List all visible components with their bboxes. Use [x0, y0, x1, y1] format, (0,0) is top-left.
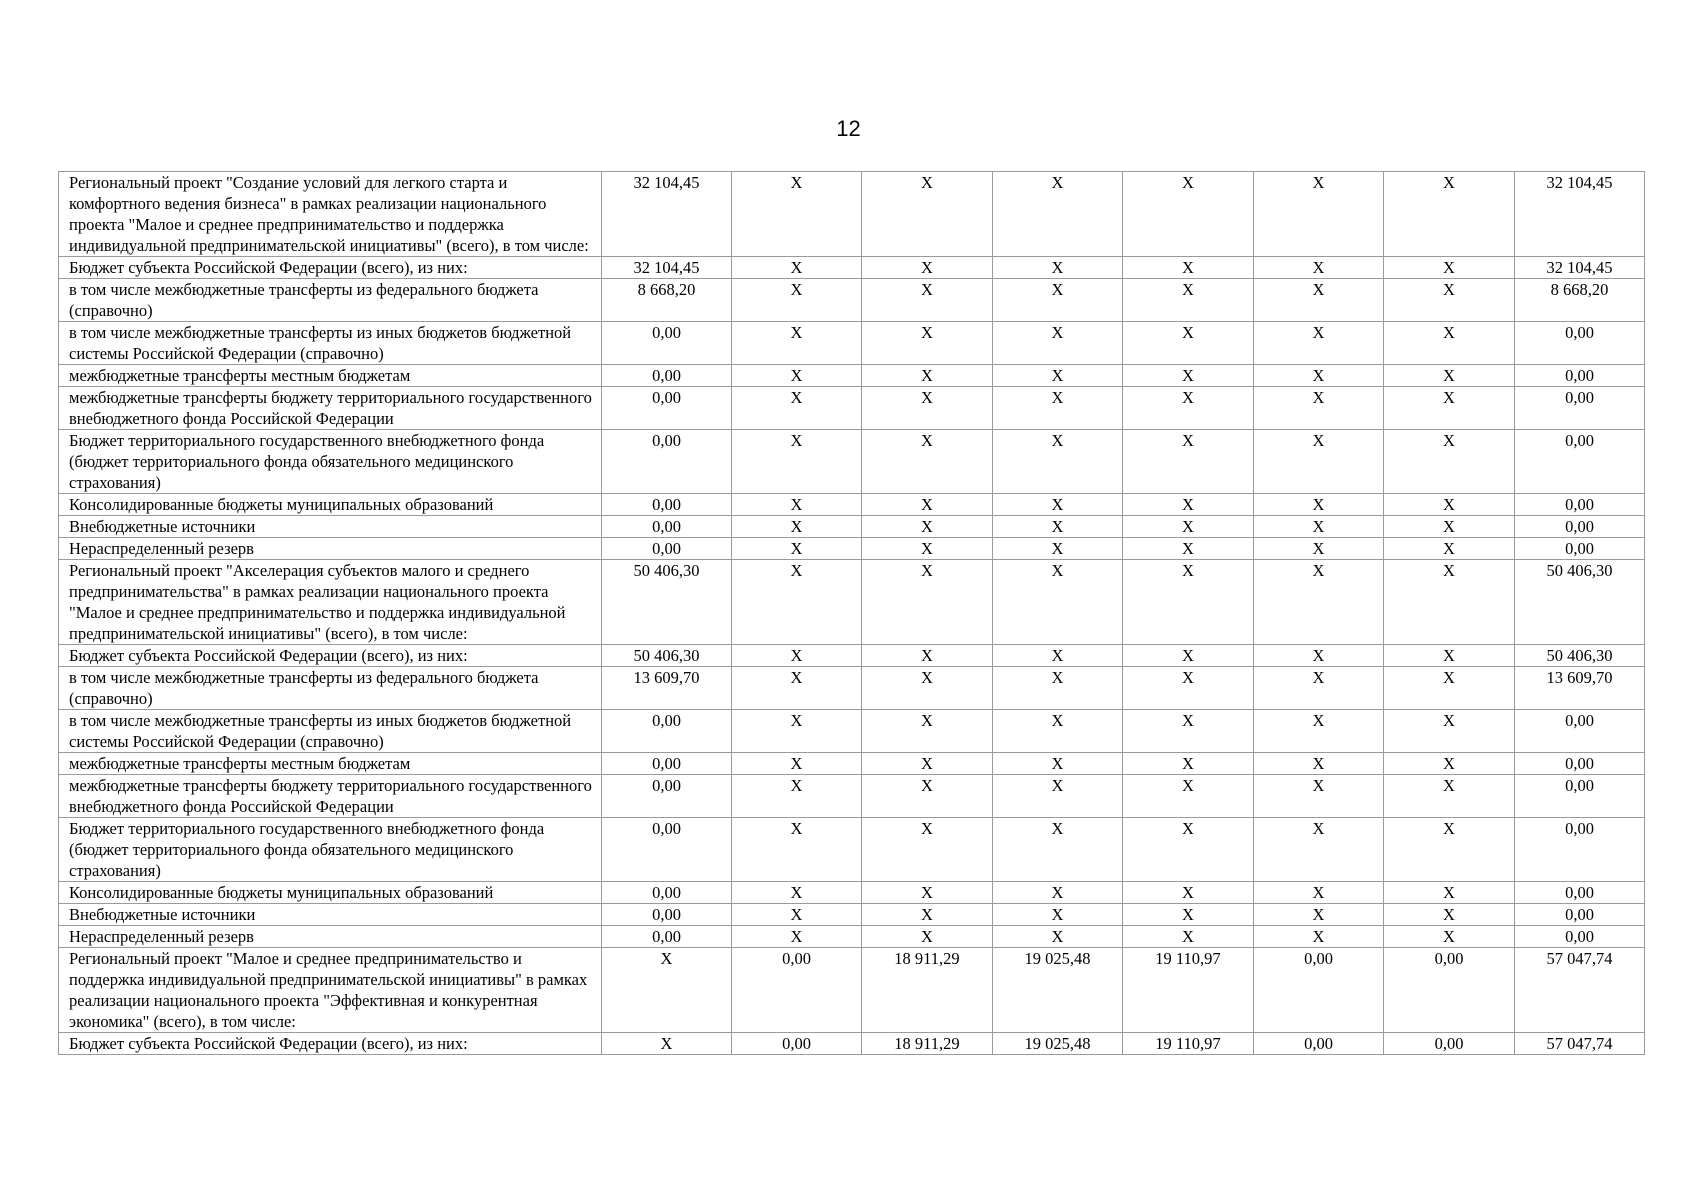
value-cell: X [732, 279, 862, 322]
value-cell: X [1123, 710, 1254, 753]
value-cell: X [1254, 926, 1384, 948]
value-cell: X [1384, 387, 1515, 430]
table-row [59, 322, 1645, 365]
value-cell: 0,00 [1515, 322, 1645, 365]
value-cell: X [1123, 818, 1254, 882]
value-cell: X [732, 172, 862, 257]
table-row [59, 387, 1645, 430]
value-cell: X [862, 667, 993, 710]
row-label: Региональный проект "Акселерация субъектов малого и среднего предпринимательства" в рамках реализации национального проекта "Малое и среднее предпринимательство и поддержка индивидуальной предпринимательской инициативы" (всего), в том числе: [59, 560, 602, 645]
value-cell: 0,00 [1515, 904, 1645, 926]
value-cell: X [1254, 516, 1384, 538]
value-cell: X [1384, 365, 1515, 387]
value-cell: 0,00 [1515, 710, 1645, 753]
value-cell: 0,00 [602, 904, 732, 926]
value-cell: X [1384, 279, 1515, 322]
value-cell: X [732, 818, 862, 882]
value-cell: X [862, 279, 993, 322]
value-cell: 0,00 [1515, 494, 1645, 516]
value-cell: X [993, 753, 1123, 775]
value-cell: X [1123, 387, 1254, 430]
value-cell: 0,00 [602, 753, 732, 775]
value-cell: X [1384, 645, 1515, 667]
value-cell: X [732, 257, 862, 279]
value-cell: 0,00 [602, 387, 732, 430]
row-label: Региональный проект "Создание условий для легкого старта и комфортного ведения бизнеса" в рамках реализации национального проекта "Малое и среднее предпринимательство и поддержка индивидуальной предпринимательской инициативы" (всего), в том числе: [59, 172, 602, 257]
value-cell: 0,00 [602, 538, 732, 560]
value-cell: X [1384, 257, 1515, 279]
value-cell: X [1384, 494, 1515, 516]
value-cell: X [862, 387, 993, 430]
value-cell: X [732, 667, 862, 710]
value-cell: 18 911,29 [862, 1033, 993, 1055]
value-cell: X [862, 904, 993, 926]
value-cell: 0,00 [1254, 1033, 1384, 1055]
value-cell: X [732, 365, 862, 387]
value-cell: X [1123, 645, 1254, 667]
row-label: в том числе межбюджетные трансферты из иных бюджетов бюджетной системы Российской Федерации (справочно) [59, 710, 602, 753]
row-label: межбюджетные трансферты местным бюджетам [59, 753, 602, 775]
value-cell: X [1384, 904, 1515, 926]
value-cell: 50 406,30 [1515, 560, 1645, 645]
value-cell: 19 110,97 [1123, 948, 1254, 1033]
value-cell: 0,00 [1515, 753, 1645, 775]
value-cell: X [732, 926, 862, 948]
value-cell: X [993, 710, 1123, 753]
page-number: 12 [836, 116, 861, 141]
value-cell: 0,00 [732, 948, 862, 1033]
value-cell: X [1254, 538, 1384, 560]
value-cell: X [1123, 667, 1254, 710]
value-cell: X [732, 322, 862, 365]
value-cell: X [1384, 710, 1515, 753]
value-cell: X [993, 645, 1123, 667]
row-label: в том числе межбюджетные трансферты из иных бюджетов бюджетной системы Российской Федерации (справочно) [59, 322, 602, 365]
value-cell: X [1384, 926, 1515, 948]
table-row [59, 538, 1645, 560]
value-cell: X [1254, 560, 1384, 645]
value-cell: X [1123, 172, 1254, 257]
value-cell: X [1254, 667, 1384, 710]
value-cell: X [993, 387, 1123, 430]
value-cell: X [1123, 430, 1254, 494]
row-label: в том числе межбюджетные трансферты из федерального бюджета (справочно) [59, 279, 602, 322]
value-cell: X [1384, 172, 1515, 257]
table-row [59, 710, 1645, 753]
value-cell: X [1123, 926, 1254, 948]
value-cell: X [862, 257, 993, 279]
value-cell: X [993, 516, 1123, 538]
value-cell: X [732, 538, 862, 560]
value-cell: 0,00 [1515, 516, 1645, 538]
value-cell: X [1123, 494, 1254, 516]
value-cell: 0,00 [732, 1033, 862, 1055]
value-cell: X [732, 516, 862, 538]
value-cell: X [1384, 818, 1515, 882]
row-label: Нераспределенный резерв [59, 538, 602, 560]
value-cell: X [732, 387, 862, 430]
value-cell: X [1384, 516, 1515, 538]
value-cell: 0,00 [602, 775, 732, 818]
value-cell: 0,00 [1515, 882, 1645, 904]
row-label: Консолидированные бюджеты муниципальных образований [59, 882, 602, 904]
value-cell: 18 911,29 [862, 948, 993, 1033]
row-label: Внебюджетные источники [59, 516, 602, 538]
value-cell: X [862, 365, 993, 387]
table-row [59, 257, 1645, 279]
value-cell: 0,00 [602, 430, 732, 494]
value-cell: X [1254, 172, 1384, 257]
value-cell: 0,00 [602, 516, 732, 538]
value-cell: X [862, 538, 993, 560]
value-cell: 32 104,45 [1515, 172, 1645, 257]
row-label: Региональный проект "Малое и среднее предпринимательство и поддержка индивидуальной предпринимательской инициативы" в рамках реализации национального проекта "Эффективная и конкурентная экономика" (всего), в том числе: [59, 948, 602, 1033]
value-cell: X [1123, 279, 1254, 322]
value-cell: 0,00 [602, 365, 732, 387]
value-cell: X [1254, 818, 1384, 882]
row-label: Бюджет территориального государственного внебюджетного фонда (бюджет территориального фонда обязательного медицинского страхования) [59, 818, 602, 882]
value-cell: X [1254, 365, 1384, 387]
value-cell: X [732, 753, 862, 775]
value-cell: X [1123, 322, 1254, 365]
value-cell: X [993, 775, 1123, 818]
table-row [59, 560, 1645, 645]
row-label: межбюджетные трансферты бюджету территориального государственного внебюджетного фонда Российской Федерации [59, 387, 602, 430]
value-cell: X [1254, 322, 1384, 365]
value-cell: X [862, 494, 993, 516]
value-cell: X [1123, 538, 1254, 560]
table-row [59, 667, 1645, 710]
value-cell: 0,00 [1515, 430, 1645, 494]
value-cell: X [1384, 430, 1515, 494]
table-row [59, 753, 1645, 775]
value-cell: X [1254, 494, 1384, 516]
table-row [59, 882, 1645, 904]
value-cell: X [1123, 904, 1254, 926]
value-cell: 13 609,70 [602, 667, 732, 710]
value-cell: X [993, 430, 1123, 494]
value-cell: X [862, 430, 993, 494]
value-cell: X [1123, 516, 1254, 538]
row-label: Внебюджетные источники [59, 904, 602, 926]
value-cell: X [732, 494, 862, 516]
table-row [59, 494, 1645, 516]
value-cell: 13 609,70 [1515, 667, 1645, 710]
row-label: межбюджетные трансферты местным бюджетам [59, 365, 602, 387]
table-row [59, 430, 1645, 494]
value-cell: 0,00 [602, 322, 732, 365]
row-label: Бюджет субъекта Российской Федерации (всего), из них: [59, 257, 602, 279]
value-cell: X [1254, 430, 1384, 494]
value-cell: X [862, 882, 993, 904]
value-cell: X [1123, 753, 1254, 775]
value-cell: 0,00 [602, 818, 732, 882]
value-cell: 19 110,97 [1123, 1033, 1254, 1055]
value-cell: X [732, 710, 862, 753]
table-row [59, 365, 1645, 387]
value-cell: X [862, 775, 993, 818]
budget-table [58, 171, 1645, 1055]
table-row [59, 172, 1645, 257]
value-cell: X [1384, 322, 1515, 365]
value-cell: X [862, 172, 993, 257]
value-cell: 0,00 [602, 710, 732, 753]
value-cell: X [993, 257, 1123, 279]
value-cell: 50 406,30 [602, 645, 732, 667]
value-cell: X [993, 904, 1123, 926]
value-cell: X [862, 645, 993, 667]
table-row [59, 645, 1645, 667]
value-cell: X [993, 882, 1123, 904]
row-label: Бюджет субъекта Российской Федерации (всего), из них: [59, 645, 602, 667]
value-cell: 0,00 [1515, 926, 1645, 948]
row-label: Консолидированные бюджеты муниципальных образований [59, 494, 602, 516]
table-row [59, 775, 1645, 818]
value-cell: 0,00 [1515, 387, 1645, 430]
value-cell: X [1123, 560, 1254, 645]
value-cell: 50 406,30 [602, 560, 732, 645]
value-cell: X [993, 560, 1123, 645]
value-cell: X [993, 322, 1123, 365]
value-cell: 32 104,45 [1515, 257, 1645, 279]
value-cell: X [1254, 882, 1384, 904]
value-cell: 0,00 [1515, 818, 1645, 882]
value-cell: X [862, 710, 993, 753]
value-cell: X [993, 494, 1123, 516]
row-label: межбюджетные трансферты бюджету территориального государственного внебюджетного фонда Российской Федерации [59, 775, 602, 818]
table-row [59, 948, 1645, 1033]
value-cell: 0,00 [602, 882, 732, 904]
value-cell: X [732, 560, 862, 645]
table-row [59, 904, 1645, 926]
value-cell: X [993, 538, 1123, 560]
value-cell: X [993, 926, 1123, 948]
value-cell: X [862, 753, 993, 775]
value-cell: X [862, 516, 993, 538]
value-cell: 0,00 [602, 926, 732, 948]
row-label: Бюджет субъекта Российской Федерации (всего), из них: [59, 1033, 602, 1055]
value-cell: X [862, 322, 993, 365]
value-cell: X [1384, 538, 1515, 560]
value-cell: X [1384, 560, 1515, 645]
value-cell: X [1123, 775, 1254, 818]
value-cell: X [993, 818, 1123, 882]
value-cell: X [1384, 753, 1515, 775]
value-cell: 0,00 [1254, 948, 1384, 1033]
table-row [59, 818, 1645, 882]
value-cell: X [1254, 775, 1384, 818]
value-cell: X [732, 775, 862, 818]
value-cell: X [862, 818, 993, 882]
value-cell: X [732, 430, 862, 494]
row-label: в том числе межбюджетные трансферты из федерального бюджета (справочно) [59, 667, 602, 710]
value-cell: X [1254, 279, 1384, 322]
table-row [59, 516, 1645, 538]
value-cell: X [993, 365, 1123, 387]
value-cell: 19 025,48 [993, 1033, 1123, 1055]
value-cell: X [1123, 365, 1254, 387]
value-cell: X [732, 904, 862, 926]
value-cell: X [1254, 753, 1384, 775]
value-cell: X [1254, 645, 1384, 667]
row-label: Нераспределенный резерв [59, 926, 602, 948]
value-cell: X [862, 560, 993, 645]
value-cell: 0,00 [1384, 948, 1515, 1033]
value-cell: X [1254, 904, 1384, 926]
value-cell: 0,00 [1384, 1033, 1515, 1055]
table-row [59, 926, 1645, 948]
value-cell: 57 047,74 [1515, 1033, 1645, 1055]
value-cell: 19 025,48 [993, 948, 1123, 1033]
value-cell: X [602, 1033, 732, 1055]
value-cell: X [993, 279, 1123, 322]
value-cell: 57 047,74 [1515, 948, 1645, 1033]
value-cell: X [993, 172, 1123, 257]
value-cell: X [1254, 710, 1384, 753]
value-cell: 50 406,30 [1515, 645, 1645, 667]
value-cell: X [1123, 257, 1254, 279]
value-cell: X [1384, 775, 1515, 818]
value-cell: 0,00 [602, 494, 732, 516]
value-cell: 0,00 [1515, 365, 1645, 387]
value-cell: X [993, 667, 1123, 710]
row-label: Бюджет территориального государственного внебюджетного фонда (бюджет территориального фонда обязательного медицинского страхования) [59, 430, 602, 494]
value-cell: X [1254, 387, 1384, 430]
table-row [59, 1033, 1645, 1055]
value-cell: X [1123, 882, 1254, 904]
value-cell: X [1384, 667, 1515, 710]
value-cell: X [1384, 882, 1515, 904]
value-cell: 8 668,20 [602, 279, 732, 322]
value-cell: 0,00 [1515, 775, 1645, 818]
value-cell: X [1254, 257, 1384, 279]
value-cell: X [732, 882, 862, 904]
value-cell: X [732, 645, 862, 667]
value-cell: 32 104,45 [602, 172, 732, 257]
value-cell: 0,00 [1515, 538, 1645, 560]
value-cell: X [602, 948, 732, 1033]
value-cell: X [862, 926, 993, 948]
value-cell: 8 668,20 [1515, 279, 1645, 322]
table-row [59, 279, 1645, 322]
value-cell: 32 104,45 [602, 257, 732, 279]
